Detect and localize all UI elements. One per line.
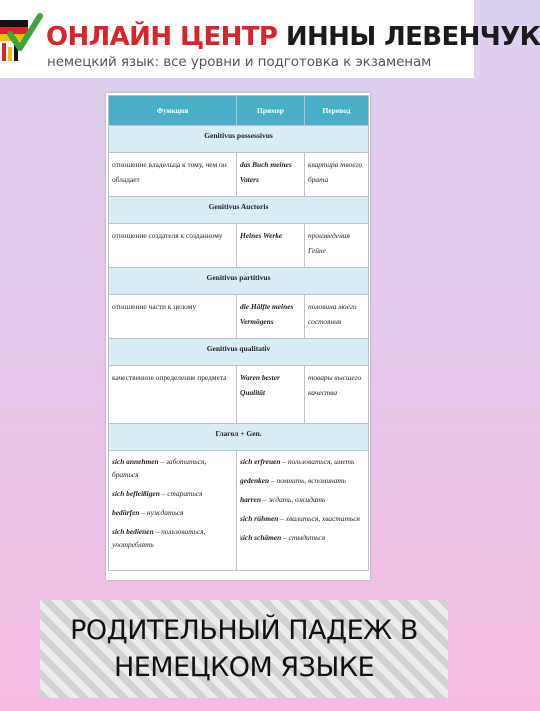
cell-function: отношение создателя к созданному [109,224,237,268]
verb: harren [240,495,261,504]
logo-flag-check-icon [0,14,44,64]
section-header-row [109,126,369,153]
column-header-function: Функция [109,96,237,126]
brand-subtitle: немецкий язык: все уровни и подготовка к экзаменам [47,54,432,70]
section-title: Genitivus qualitativ [109,339,369,366]
brand-title-black: ИННЫ ЛЕВЕНЧУК [285,22,540,52]
verbs-left-column [109,451,237,571]
section-header-row [109,424,369,451]
cell-translation: произведения Гейне [305,224,369,268]
section-header-row [109,268,369,295]
table-row [109,153,369,197]
list-item [240,512,365,525]
verb-meaning: – пользоваться, иметь [280,457,355,466]
verb: gedenken [240,476,270,485]
table-row [109,366,369,424]
genitive-table [108,95,369,571]
verb: sich schämen [240,533,282,542]
verbs-section-title: Глагол + Gen. [109,424,369,451]
section-header-row [109,339,369,366]
cell-function: качественное определение предмета [109,366,237,424]
verb-meaning: – пользоваться, употреблять [112,527,206,549]
verbs-row [109,451,369,571]
cell-function: отношение части к целому [109,295,237,339]
verb: sich befleißigen [112,489,160,498]
list-item [240,474,365,487]
verb: sich annehmen [112,457,159,466]
verb-meaning: – нуждаться [139,508,184,517]
list-item [240,531,365,544]
brand-title-red: ОНЛАЙН ЦЕНТР [46,22,278,52]
verb-meaning: – хвалиться, хвастаться [278,514,360,523]
list-item [112,525,233,551]
verb-meaning: – ждать, ожидать [260,495,326,504]
verbs-right-column [237,451,369,571]
section-title: Genitivus Auctoris [109,197,369,224]
cell-example: Heines Werke [237,224,305,268]
list-item [112,487,233,500]
verb: sich erfreuen [240,457,281,466]
verb: bedürfen [112,508,140,517]
section-title: Genitivus partitivus [109,268,369,295]
section-title: Genitivus possessivus [109,126,369,153]
banner-title-line-2: НЕМЕЦКОМ ЯЗЫКЕ [113,652,375,683]
list-item [112,506,233,519]
list-item [240,493,365,506]
banner-title [40,612,448,686]
site-header [0,0,540,78]
column-header-translation: Перевод [305,96,369,126]
cell-example: das Buch meines Vaters [237,153,305,197]
verb: sich bedienen [112,527,154,536]
cell-translation: квартира твоего брата [305,153,369,197]
verb-meaning: – стараться [159,489,203,498]
cell-translation: половина моего состояния [305,295,369,339]
table-header-row [109,96,369,126]
cell-example: die Hälfte meines Vermögens [237,295,305,339]
cell-example: Waren bester Qualität [237,366,305,424]
brand-title [46,22,540,52]
genitive-table-card [106,93,370,580]
banner-title-line-1: РОДИТЕЛЬНЫЙ ПАДЕЖ В [70,615,418,646]
cell-translation: товары высшего качества [305,366,369,424]
verb-meaning: – стыдиться [281,533,326,542]
verb-meaning: – помнить, вспоминать [269,476,347,485]
cell-function: отношение владельца к тому, чем он обладает [109,153,237,197]
verb: sich rühmen [240,514,279,523]
verb-meaning: – заботиться, браться [112,457,207,479]
section-header-row [109,197,369,224]
list-item [112,455,233,481]
table-row [109,295,369,339]
list-item [240,455,365,468]
table-row [109,224,369,268]
title-banner [40,600,448,698]
column-header-example: Пример [237,96,305,126]
